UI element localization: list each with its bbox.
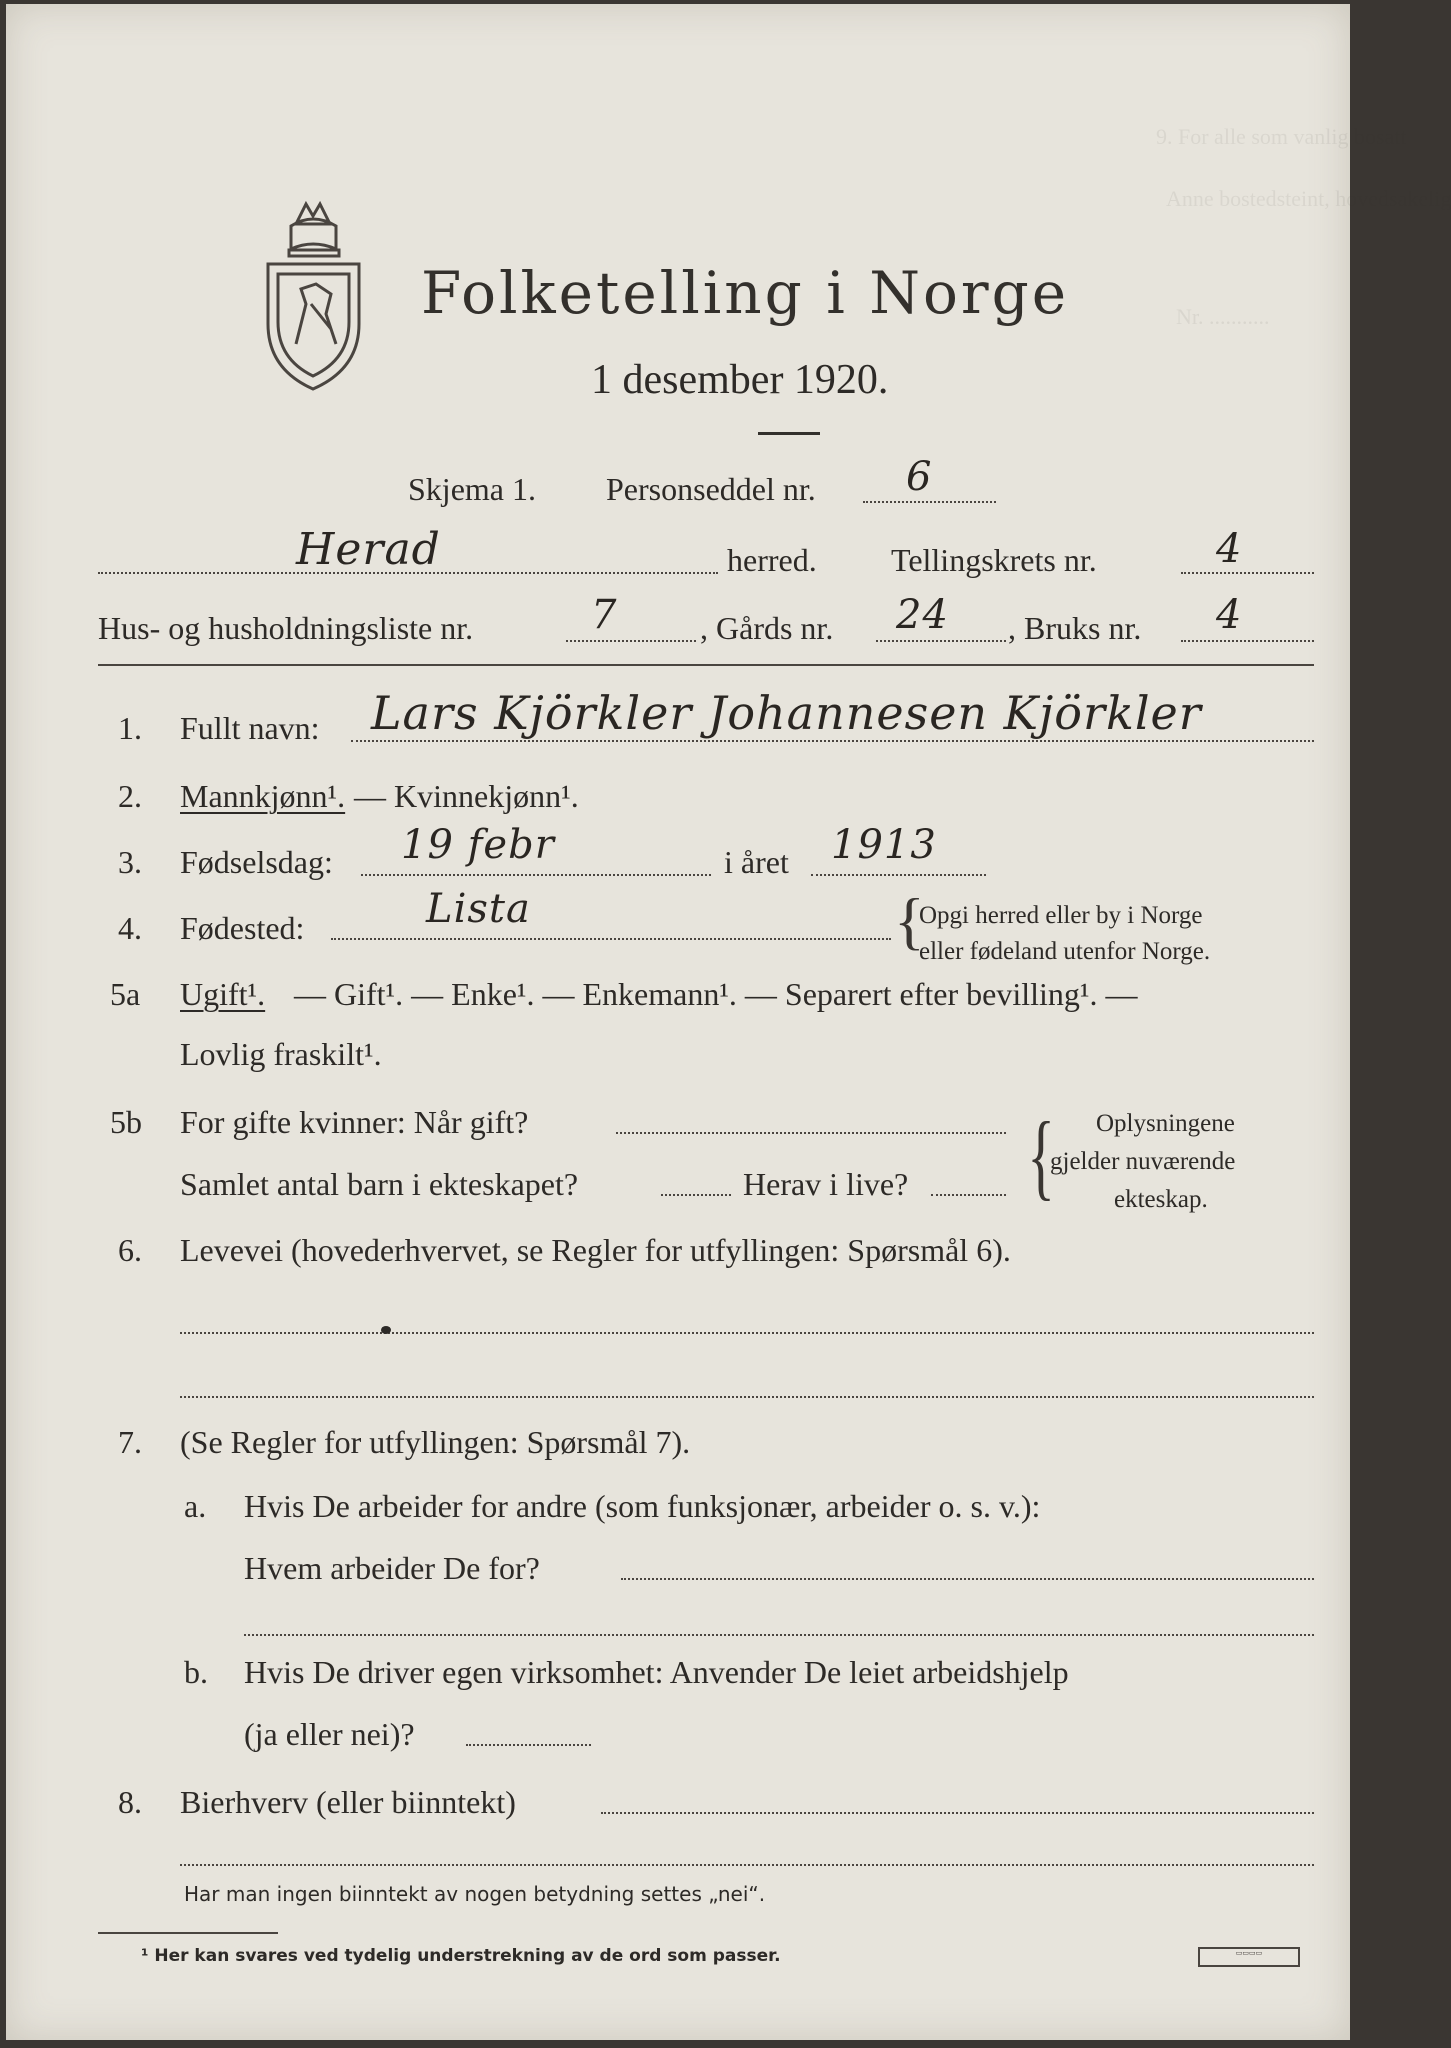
birth-date-value[interactable]: 19 febr <box>401 822 555 868</box>
q7a-label: Hvis De arbeider for andre (som funksjonær, arbeider o. s. v.): <box>244 1488 1041 1524</box>
q5b-alive-label: Herav i live? <box>743 1166 909 1202</box>
q7a-employer-label: Hvem arbeider De for? <box>244 1550 540 1586</box>
birth-year-value[interactable]: 1913 <box>831 822 937 868</box>
q7a-letter: a. <box>184 1488 207 1524</box>
occupation-line-1[interactable] <box>180 1332 1314 1334</box>
q4-note-line2: eller fødeland utenfor Norge. <box>919 938 1211 965</box>
bruks-line <box>1181 640 1314 642</box>
gards-line <box>876 640 1006 642</box>
q4-note-line1: Opgi herred eller by i Norge <box>919 902 1203 929</box>
q4-line <box>331 938 891 940</box>
form-title: Folketelling i Norge <box>421 259 1070 327</box>
q5b-children-line <box>661 1194 731 1196</box>
title-divider <box>758 432 820 435</box>
q1-number: 1. <box>118 710 142 746</box>
q7b-hired-help-label: (ja eller nei)? <box>244 1716 415 1752</box>
q5b-note-line2: gjelder nuværende <box>1050 1148 1236 1175</box>
q6-number: 6. <box>118 1232 142 1268</box>
q3-number: 3. <box>118 844 142 880</box>
footnote-rule <box>98 1932 278 1934</box>
q5b-married-when-line <box>616 1132 1006 1134</box>
q6-label: Levevei (hovederhvervet, se Regler for utfyllingen: Spørsmål 6). <box>180 1232 1011 1268</box>
herred-label: herred. <box>727 542 817 578</box>
husliste-value[interactable]: 7 <box>591 592 618 638</box>
side-income-line-1[interactable] <box>601 1812 1314 1814</box>
side-income-line-2[interactable] <box>180 1864 1314 1866</box>
q5a-number: 5a <box>110 976 141 1012</box>
header-divider <box>98 664 1314 666</box>
employer-line-1[interactable] <box>621 1578 1314 1580</box>
q7-number: 7. <box>118 1424 142 1460</box>
q5b-note-line1: Oplysningene <box>1096 1110 1235 1137</box>
tellingskrets-label: Tellingskrets nr. <box>891 542 1097 578</box>
q4-brace: { <box>894 885 925 956</box>
q3-year-line <box>811 874 986 876</box>
q3-year-label: i året <box>724 844 789 880</box>
occupation-line-2[interactable] <box>180 1396 1314 1398</box>
personseddel-value[interactable]: 6 <box>906 454 933 500</box>
schema-label: Skjema 1. <box>408 471 536 507</box>
census-form-page: 9. For alle som vanlig bosatt Anne bostedsteint, hovedsakelig Nr. ........... Folketelling i Norge 1 desember 1920. Skjema 1. Personseddel nr. 6 Herad herred. Tellingskrets nr. 4 Hus- og husholdningsliste nr. 7 , Gårds nr. 24 , Bruks nr. 4 1. Fullt navn: Lars Kjörkler Johannesen Kjörkler 2. Mannkjønn¹. — Kvinnekjønn¹. 3. Fødselsdag: 19 febr i året 1913 4. Fødested: Lista { Opgi herred eller by i Norge eller fødeland utenfor Norge. 5a Ugift¹. — Gift¹. — Enke¹. — Enkemann¹. — Separert efter bevilling¹. — Lovlig fraskilt¹. 5b For gifte kvinner: Når gift? Samlet antal barn i ekteskapet? Herav i live? { Oplysningene gjelder nuværende ekteskap. 6. Levevei (hovederhvervet, se Regler for utfyllingen: Spørsmål 6). 7. (Se Regler for utfyllingen: Spørsmål 7). a. Hvis De arbeider for andre (som funksjonær, arbeider o. s. v.): Hvem arbeider De for? b. Hvis De driver egen virksomhet: Anvender De leiet arbeidshjelp (ja eller nei)? 8. Bierhverv (eller biinntekt) Har man ingen biinntekt av nogen betydning settes „nei“. ¹ Her kan svares ved tydelig understrekning av de ord som passer. ▭▭▭▭ <box>6 4 1350 2040</box>
herred-value[interactable]: Herad <box>296 524 441 575</box>
q1-line <box>351 740 1314 742</box>
q2-number: 2. <box>118 778 142 814</box>
q3-line <box>361 874 711 876</box>
husliste-line <box>566 640 696 642</box>
q5b-note-line3: ekteskap. <box>1114 1186 1208 1213</box>
q5b-children-label: Samlet antal barn i ekteskapet? <box>180 1166 579 1202</box>
gards-value[interactable]: 24 <box>896 592 949 638</box>
q8-label: Bierhverv (eller biinntekt) <box>180 1784 516 1820</box>
q5b-married-when-label: For gifte kvinner: Når gift? <box>180 1104 529 1140</box>
ink-mark <box>381 1326 391 1334</box>
birthplace-value[interactable]: Lista <box>426 886 531 932</box>
q5b-number: 5b <box>110 1104 142 1140</box>
q7b-label: Hvis De driver egen virksomhet: Anvender De leiet arbeidshjelp <box>244 1654 1069 1690</box>
tellingskrets-value[interactable]: 4 <box>1216 526 1243 572</box>
husliste-label: Hus- og husholdningsliste nr. <box>98 610 474 646</box>
personseddel-label: Personseddel nr. <box>606 471 816 507</box>
coat-of-arms-icon <box>256 194 371 394</box>
q7-label: (Se Regler for utfyllingen: Spørsmål 7). <box>180 1424 691 1460</box>
q4-label: Fødested: <box>180 910 305 946</box>
personseddel-line <box>863 501 996 503</box>
q8-note: Har man ingen biinntekt av nogen betydning settes „nei“. <box>184 1882 766 1906</box>
q5b-alive-line <box>931 1194 1006 1196</box>
footnote: ¹ Her kan svares ved tydelig understrekning av de ord som passer. <box>141 1946 781 1966</box>
hired-help-line[interactable] <box>466 1744 591 1746</box>
sex-male-option[interactable]: Mannkjønn¹. <box>180 778 346 814</box>
tellingskrets-line <box>1181 572 1314 574</box>
q1-label: Fullt navn: <box>180 710 320 746</box>
form-subtitle: 1 desember 1920. <box>591 357 889 403</box>
q8-number: 8. <box>118 1784 142 1820</box>
status-divorced-option[interactable]: Lovlig fraskilt¹. <box>180 1036 382 1072</box>
status-unmarried-option[interactable]: Ugift¹. <box>180 976 266 1012</box>
sex-female-option[interactable]: — Kvinnekjønn¹. <box>354 778 579 814</box>
full-name-value[interactable]: Lars Kjörkler Johannesen Kjörkler <box>371 686 1202 740</box>
printer-stamp-icon: ▭▭▭▭ <box>1198 1947 1300 1967</box>
q5b-brace: { <box>1027 1102 1055 1209</box>
status-other-options[interactable]: — Gift¹. — Enke¹. — Enkemann¹. — Separert efter bevilling¹. — <box>294 976 1138 1012</box>
bruks-value[interactable]: 4 <box>1216 592 1243 638</box>
q4-number: 4. <box>118 910 142 946</box>
q7b-letter: b. <box>184 1654 208 1690</box>
q3-label: Fødselsdag: <box>180 844 333 880</box>
bruks-label: , Bruks nr. <box>1008 610 1142 646</box>
employer-line-2[interactable] <box>244 1634 1314 1636</box>
gards-label: , Gårds nr. <box>700 610 834 646</box>
